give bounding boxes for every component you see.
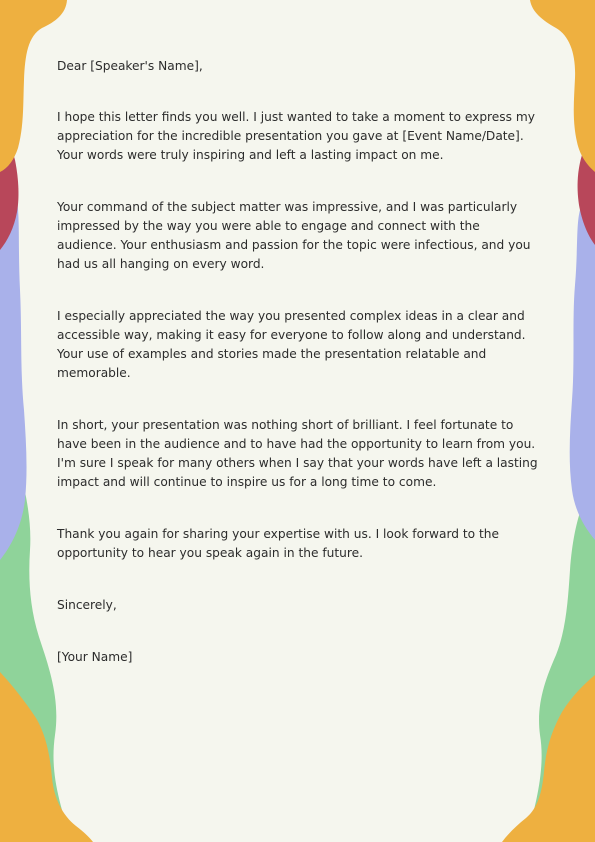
paragraph-summary: In short, your presentation was nothing short of brilliant. I feel fortunate to have been in the audience and to have had the opportunity to learn from you. I'm sure I speak for many others when I say that your words have left a lasting impact and will continue to inspire us for a long time to come. — [57, 418, 538, 489]
letter-body — [57, 57, 542, 700]
closing: Sincerely, — [57, 598, 117, 612]
paragraph-thanks: Thank you again for sharing your expertise with us. I look forward to the opportunity to hear you speak again in the future. — [57, 527, 499, 560]
paragraph-subject-command: Your command of the subject matter was impressive, and I was particularly impressed by the way you were able to engage and connect with the audience. Your enthusiasm and passion for the topic were infectious, and you had us all hanging on every word. — [57, 200, 531, 271]
paragraph-clarity: I especially appreciated the way you presented complex ideas in a clear and accessible way, making it easy for everyone to follow along and understand. Your use of examples and stories made the presentation relatable and memorable. — [57, 309, 526, 380]
paragraph-appreciation: I hope this letter finds you well. I just wanted to take a moment to express my appreciation for the incredible presentation you gave at [Event Name/Date]. Your words were truly inspiring and left a lasting impact on me. — [57, 110, 535, 162]
salutation: Dear [Speaker's Name], — [57, 59, 203, 73]
right-lavender-shape — [570, 195, 595, 540]
signature: [Your Name] — [57, 650, 133, 664]
